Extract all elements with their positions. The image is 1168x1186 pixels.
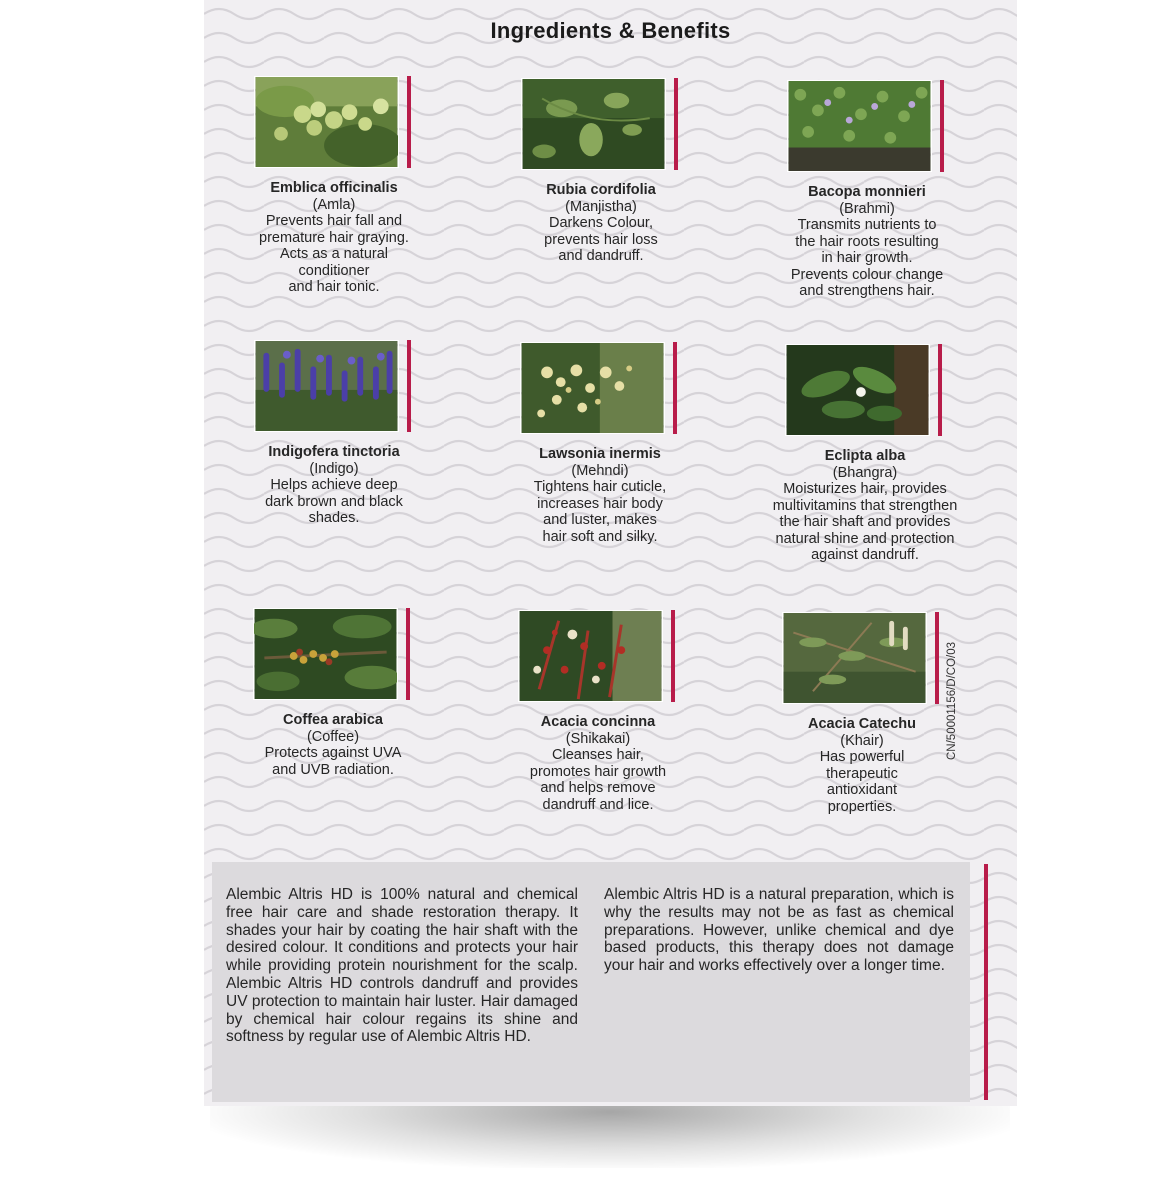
product-code: CN/50001156/D/CO/03 xyxy=(946,641,958,760)
ingredient-description: Helps achieve deep dark brown and black shades. xyxy=(265,477,403,526)
ingredient-description: Cleanses hair, promotes hair growth and helps remove dandruff and lice. xyxy=(529,747,667,813)
accent-bar xyxy=(407,76,411,168)
ingredient-card xyxy=(747,80,987,300)
ingredient-card xyxy=(214,76,454,296)
accent-bar xyxy=(671,610,675,702)
ingredient-card xyxy=(480,342,720,545)
ingredient-common-name: (Shikakai) xyxy=(565,730,631,747)
ingredient-card xyxy=(214,340,454,527)
ingredient-card xyxy=(213,608,453,778)
accent-bar xyxy=(407,340,411,432)
ingredient-common-name: (Brahmi) xyxy=(839,200,895,217)
page-title: Ingredients & Benefits xyxy=(490,18,731,43)
bhangra-photo xyxy=(785,344,930,436)
ingredient-photo-frame xyxy=(787,80,947,172)
ingredient-photo-frame xyxy=(518,610,678,702)
ingredient-common-name: (Mehndi) xyxy=(571,462,629,479)
ingredient-name: Coffea arabica xyxy=(283,712,383,728)
shikakai-photo xyxy=(518,610,663,702)
ingredient-description: Darkens Colour, prevents hair loss and dandruff. xyxy=(544,215,658,264)
ingredient-name: Bacopa monnieri xyxy=(808,184,926,200)
indigo-photo xyxy=(254,340,399,432)
ingredient-photo-frame xyxy=(254,76,414,168)
ingredient-name: Eclipta alba xyxy=(824,448,906,464)
info-text-left: Alembic Altris HD is 100% natural and chemical free hair care and shade restoration therapy. It shades your hair by coating the hair shaft with the desired colour. It conditions and protects your hair while providing protein nourishment for the scalp. Alembic Altris HD controls dandruff and provides UV protection to maintain hair luster. Hair damaged by chemical hair colour regains its shine and softness by regular use of Alembic Altris HD. xyxy=(226,886,578,1046)
khair-photo xyxy=(782,612,927,704)
card-shadow xyxy=(210,1098,1010,1168)
ingredient-common-name: (Manjistha) xyxy=(565,198,637,215)
manjistha-photo xyxy=(521,78,666,170)
ingredient-common-name: (Coffee) xyxy=(306,728,360,745)
ingredient-description: Tightens hair cuticle, increases hair body and luster, makes hair soft and silky. xyxy=(533,479,667,545)
ingredient-description: Has powerful therapeutic antioxidant properties. xyxy=(819,749,905,815)
info-text-right: Alembic Altris HD is a natural preparation, which is why the results may not be as fast as chemical preparations. However, unlike chemical and dye based products, this therapy does not damage your hair and works effectively over a longer time. xyxy=(604,886,954,975)
mehndi-photo xyxy=(520,342,665,434)
ingredient-photo-frame xyxy=(253,608,413,700)
ingredient-common-name: (Amla) xyxy=(312,196,356,213)
ingredient-card xyxy=(481,78,721,265)
ingredient-common-name: (Indigo) xyxy=(309,460,359,477)
ingredient-photo-frame xyxy=(520,342,680,434)
ingredient-description: Protects against UVA and UVB radiation. xyxy=(264,745,402,778)
ingredient-photo-frame xyxy=(782,612,942,704)
ingredient-card xyxy=(745,344,985,564)
ingredient-name: Rubia cordifolia xyxy=(546,182,656,198)
ingredient-description: Moisturizes hair, provides multivitamins that strengthen the hair shaft and provides natural shine and protection against dandruff. xyxy=(772,481,958,563)
accent-bar xyxy=(935,612,939,704)
ingredient-name: Emblica officinalis xyxy=(270,180,398,196)
ingredient-name: Indigofera tinctoria xyxy=(268,444,400,460)
leaflet-card xyxy=(204,0,1017,1106)
accent-bar xyxy=(940,80,944,172)
accent-bar xyxy=(938,344,942,436)
ingredient-name: Acacia concinna xyxy=(540,714,656,730)
accent-bar xyxy=(674,78,678,170)
info-accent-bar xyxy=(984,864,988,1100)
accent-bar xyxy=(406,608,410,700)
coffee-photo xyxy=(253,608,398,700)
ingredient-description: Prevents hair fall and premature hair graying. Acts as a natural conditioner and hair tonic. xyxy=(259,213,409,295)
ingredient-card xyxy=(478,610,718,813)
ingredient-common-name: (Bhangra) xyxy=(832,464,898,481)
amla-photo xyxy=(254,76,399,168)
ingredient-common-name: (Khair) xyxy=(840,732,884,749)
accent-bar xyxy=(673,342,677,434)
ingredient-description: Transmits nutrients to the hair roots resulting in hair growth. Prevents colour change and strengthens hair. xyxy=(790,217,944,299)
brahmi-photo xyxy=(787,80,932,172)
ingredient-name: Lawsonia inermis xyxy=(539,446,661,462)
ingredient-name: Acacia Catechu xyxy=(808,716,916,732)
ingredient-photo-frame xyxy=(254,340,414,432)
ingredient-photo-frame xyxy=(521,78,681,170)
ingredient-photo-frame xyxy=(785,344,945,436)
